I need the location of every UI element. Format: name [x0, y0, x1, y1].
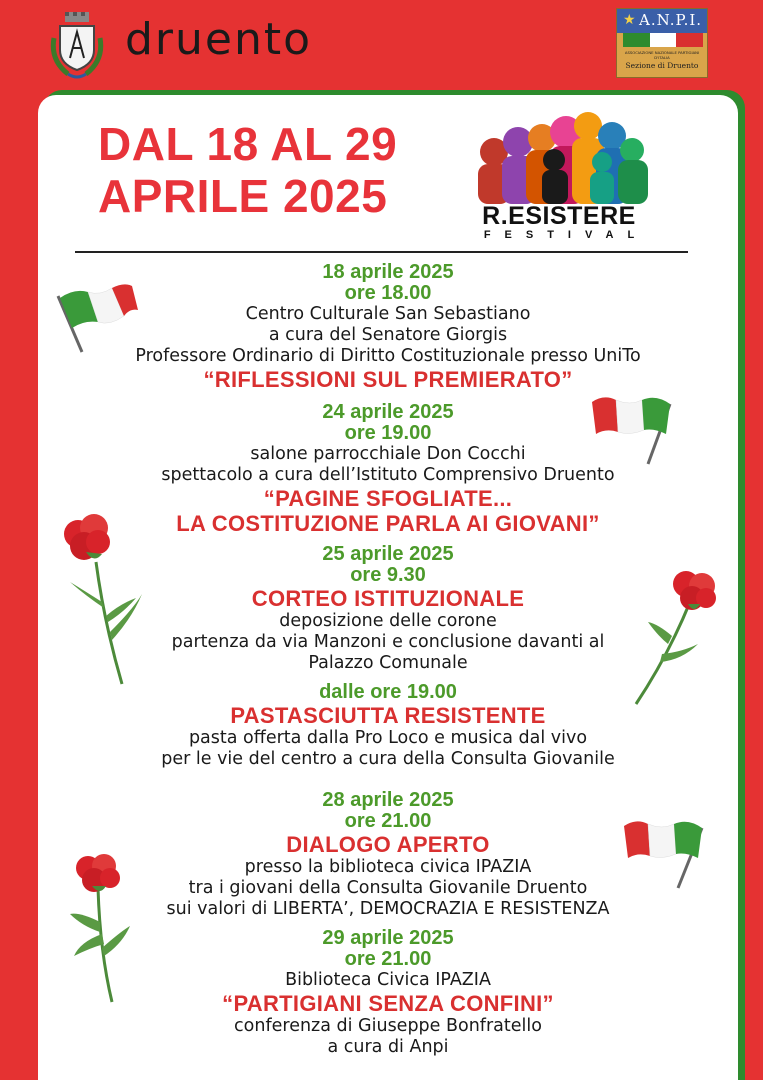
event-headline: CORTEO ISTITUZIONALE — [251, 586, 525, 611]
title-line-1: DAL 18 AL 29 — [98, 118, 398, 170]
festival-subtitle: FESTIVAL — [483, 229, 649, 241]
event-detail: Palazzo Comunale — [308, 653, 468, 673]
event-headline: PASTASCIUTTA RESISTENTE — [230, 703, 546, 728]
event-venue: Biblioteca Civica IPAZIA — [285, 970, 491, 990]
event-date: 25 aprile 2025 — [322, 543, 454, 565]
event-detail: a cura del Senatore Giorgis — [268, 325, 508, 345]
italian-flag-icon — [52, 282, 140, 354]
event-detail: per le vie del centro a cura della Consulta Giovanile — [161, 749, 615, 769]
event-time: ore 21.00 — [344, 810, 432, 832]
event-detail: presso la biblioteca civica IPAZIA — [244, 857, 532, 877]
event-detail: sui valori di LIBERTA’, DEMOCRAZIA E RESISTENZA — [166, 899, 610, 919]
event-headline: “PAGINE SFOGLIATE... — [263, 486, 513, 511]
divider — [75, 251, 688, 253]
event-detail: pasta offerta dalla Pro Loco e musica dal vivo — [188, 728, 588, 748]
event-detail: tra i giovani della Consulta Giovanile Druento — [188, 878, 588, 898]
event-time: dalle ore 19.00 — [319, 681, 457, 703]
star-icon: ★ — [623, 12, 636, 28]
event-date: 29 aprile 2025 — [322, 927, 454, 949]
italian-flag-icon — [622, 812, 708, 890]
event-detail: conferenza di Giuseppe Bonfratello — [234, 1016, 542, 1036]
carnation-flower-icon — [628, 566, 720, 706]
event-headline: LA COSTITUZIONE PARLA AI GIOVANI” — [176, 511, 600, 536]
event-date: 24 aprile 2025 — [322, 401, 454, 423]
festival-silhouettes-art — [466, 112, 652, 204]
event-venue: Centro Culturale San Sebastiano — [245, 304, 531, 324]
event-detail: deposizione delle corone — [279, 611, 497, 631]
anpi-logo — [616, 8, 708, 78]
event-time: ore 18.00 — [344, 282, 432, 304]
anpi-association-name: ASSOCIAZIONE NAZIONALE PARTIGIANI D'ITALIA — [624, 50, 700, 60]
event-time: ore 9.30 — [350, 564, 426, 586]
italian-flag-stripe — [623, 33, 703, 47]
event-headline: “PARTIGIANI SENZA CONFINI” — [222, 991, 554, 1016]
event-date: 28 aprile 2025 — [322, 789, 454, 811]
event-detail: Professore Ordinario di Diritto Costituzionale presso UniTo — [135, 346, 641, 366]
anpi-section-name: Sezione di Druento — [625, 61, 699, 70]
carnation-flower-icon — [50, 512, 150, 687]
event-headline: “RIFLESSIONI SUL PREMIERATO” — [203, 367, 573, 392]
event-time: ore 21.00 — [344, 948, 432, 970]
carnation-flower-icon — [60, 852, 138, 1004]
event-18-april — [40, 262, 736, 392]
event-detail: a cura di Anpi — [327, 1037, 449, 1057]
event-dates-title — [98, 118, 397, 222]
event-date: 18 aprile 2025 — [322, 261, 454, 283]
event-detail: partenza da via Manzoni e conclusione davanti al — [171, 632, 605, 652]
druento-coat-of-arms-icon — [48, 10, 106, 82]
event-29-april — [40, 928, 736, 1058]
event-venue: salone parrocchiale Don Cocchi — [250, 444, 526, 464]
anpi-title: A.N.P.I. — [639, 11, 703, 29]
title-line-2: APRILE 2025 — [98, 170, 388, 222]
event-headline: DIALOGO APERTO — [286, 832, 490, 857]
italian-flag-icon — [590, 390, 676, 466]
festival-name: R.ESISTERE — [482, 202, 636, 230]
druento-logo: druento — [125, 14, 313, 65]
event-detail: spettacolo a cura dell’Istituto Comprensivo Druento — [161, 465, 615, 485]
event-time: ore 19.00 — [344, 422, 432, 444]
